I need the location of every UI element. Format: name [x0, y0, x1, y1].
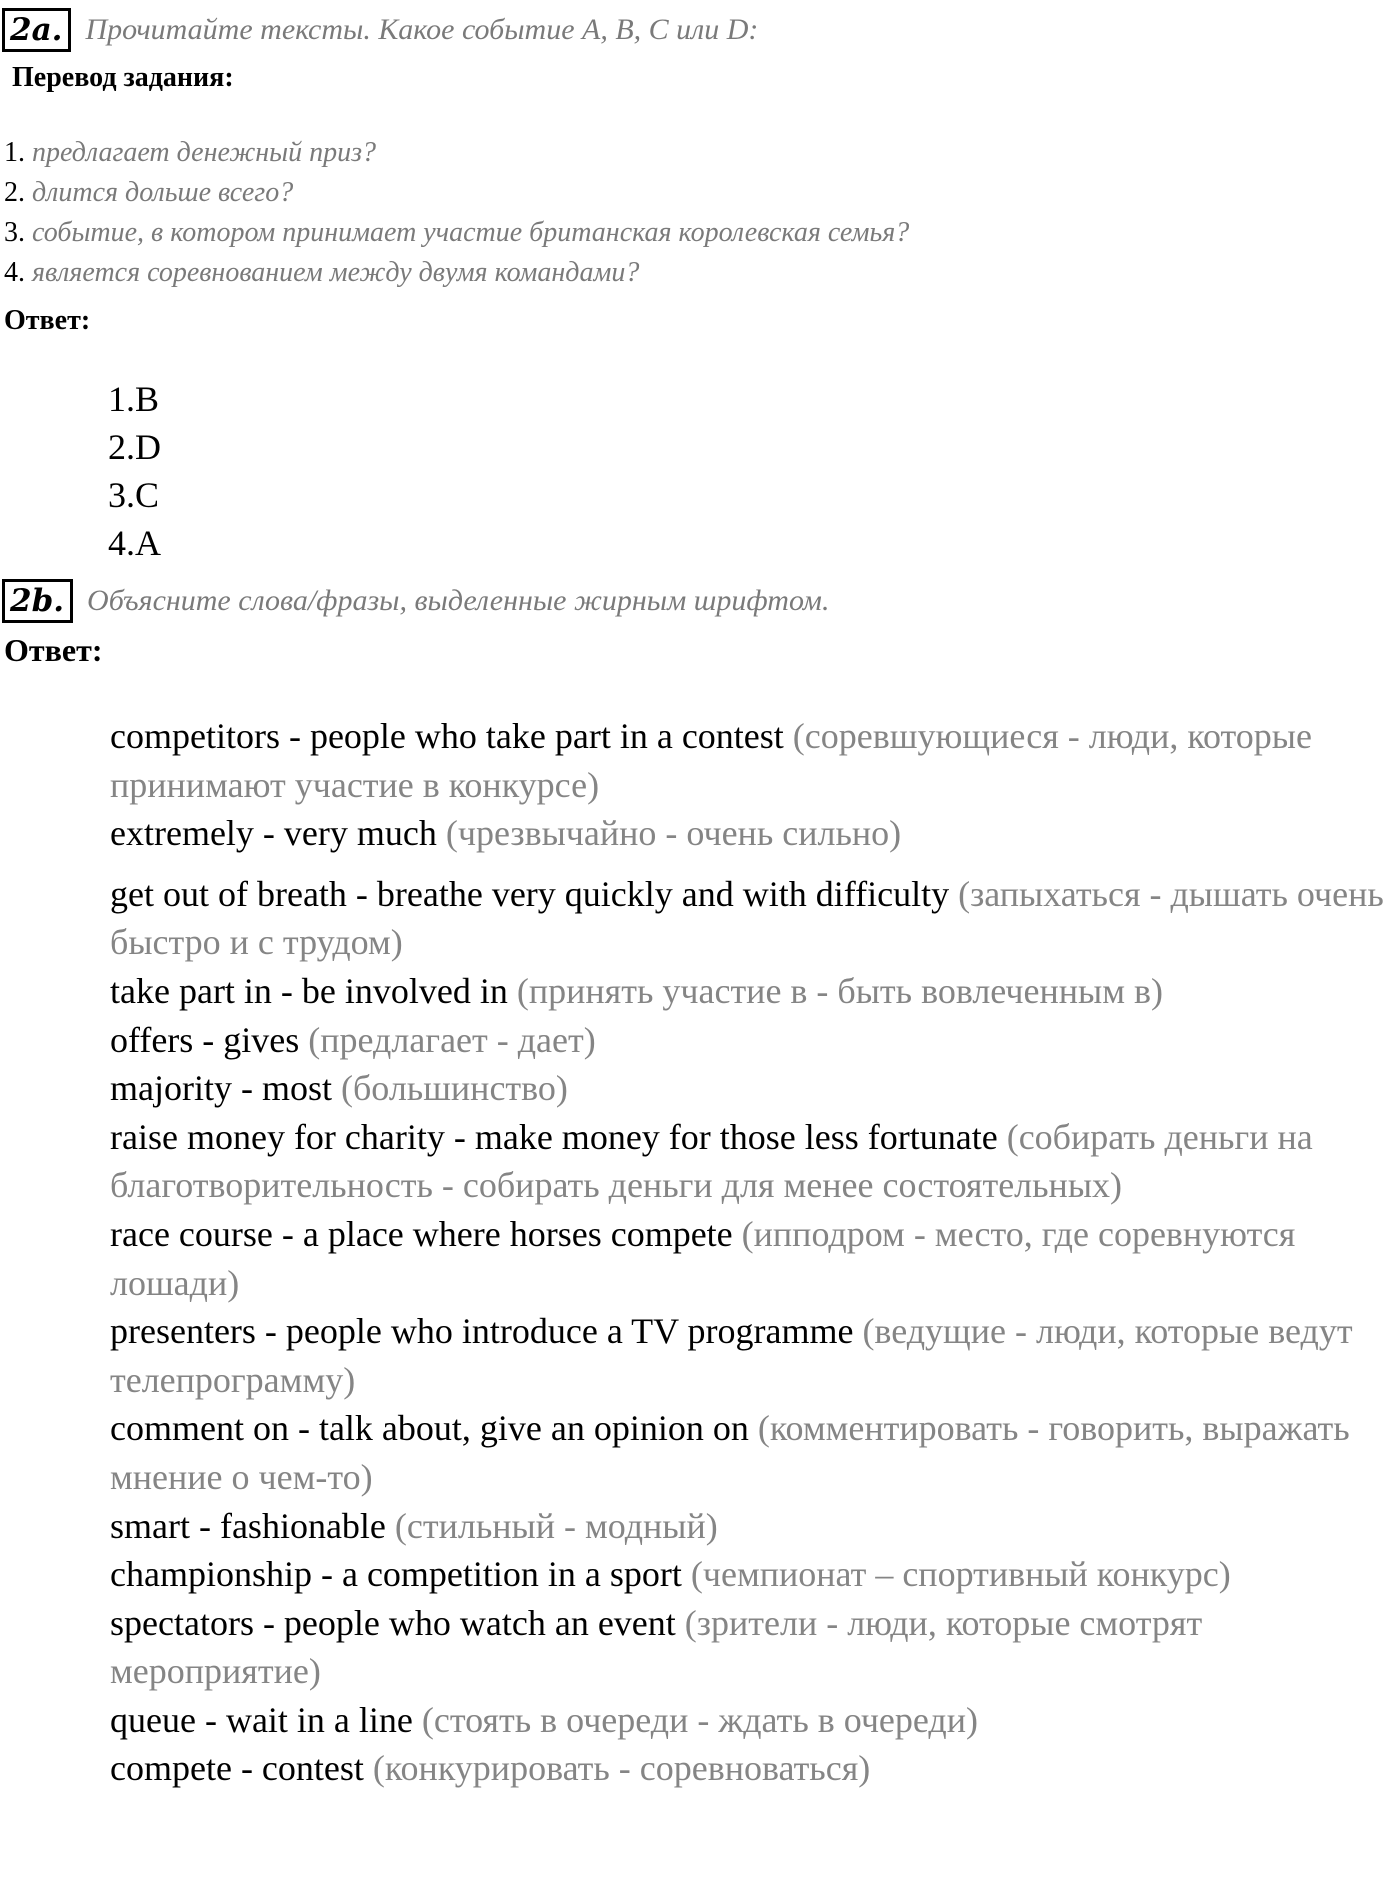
entry-english: race course - a place where horses compete — [110, 1213, 733, 1254]
entry-english: spectators - people who watch an event — [110, 1602, 676, 1643]
entry-russian: (чрезвычайно - очень сильно) — [445, 813, 902, 854]
task-2b-label: 2b. — [2, 579, 73, 623]
answer-list-2a — [108, 375, 161, 567]
entry-english: get out of breath - breathe very quickly and with difficulty — [110, 873, 950, 914]
glossary-entry — [110, 1502, 1400, 1551]
task-2b-header — [2, 579, 829, 623]
entry-english: queue - wait in a line — [110, 1699, 413, 1740]
translation-label: Перевод задания: — [12, 62, 234, 93]
question-number: 2. — [4, 177, 25, 208]
entry-russian: (собирать деньги на благотворительность - собирать деньги для менее состоятельных) — [110, 1116, 1313, 1206]
entry-russian: (ведущие - люди, которые ведут телепрограмму) — [110, 1311, 1353, 1400]
question-1 — [4, 137, 376, 169]
entry-english: championship - a competition in a sport — [110, 1554, 682, 1595]
entry-english: take part in - be involved in — [110, 970, 508, 1011]
task-2b-instruction: Объясните слова/фразы, выделенные жирным шрифтом. — [87, 584, 830, 617]
question-text: длится дольше всего? — [32, 177, 294, 208]
entry-english: presenters - people who introduce a TV programme — [110, 1311, 854, 1352]
glossary-list — [110, 712, 1400, 1793]
question-number: 3. — [4, 217, 25, 248]
entry-russian: (стильный - модный) — [394, 1505, 718, 1546]
answer-item: 2.D — [108, 427, 161, 467]
glossary-entry — [110, 1016, 1400, 1065]
question-text: предлагает денежный приз? — [32, 137, 377, 168]
entry-english: competitors - people who take part in a contest — [110, 716, 784, 756]
entry-english: majority - most — [110, 1068, 332, 1109]
question-number: 4. — [4, 257, 25, 288]
task-2a-header — [2, 8, 758, 52]
question-number: 1. — [4, 137, 25, 168]
question-text: является соревнованием между двумя командами? — [32, 257, 640, 288]
entry-english: comment on - talk about, give an opinion on — [110, 1408, 749, 1449]
entry-russian: (большинство) — [340, 1068, 568, 1109]
glossary-entry — [110, 1599, 1400, 1696]
entry-russian: (ипподром - место, где соревнуются лошади) — [110, 1213, 1296, 1303]
glossary-entry — [110, 1696, 1400, 1745]
glossary-entry — [110, 809, 1400, 858]
task-2a-instruction: Прочитайте тексты. Какое событие А, В, С или D: — [85, 13, 759, 46]
question-4 — [4, 257, 639, 289]
answer-item: 3.C — [108, 475, 160, 515]
answer-label-2b: Ответ: — [4, 632, 103, 668]
glossary-entry — [110, 870, 1400, 967]
glossary-entry — [110, 1064, 1400, 1113]
entry-english: compete - contest — [110, 1748, 364, 1789]
question-text: событие, в котором принимает участие британская королевская семья? — [32, 217, 910, 248]
entry-english: smart - fashionable — [110, 1505, 386, 1546]
question-2 — [4, 177, 293, 209]
entry-english: offers - gives — [110, 1019, 300, 1060]
entry-russian: (предлагает - дает) — [308, 1019, 596, 1060]
entry-russian: (соревшующиеся - люди, которые принимают участие в конкурсе) — [110, 716, 1312, 805]
entry-russian: (зрители - люди, которые смотрят мероприятие) — [110, 1602, 1203, 1692]
glossary-entry — [110, 1404, 1400, 1501]
entry-russian: (конкурировать - соревноваться) — [372, 1748, 871, 1789]
entry-russian: (принять участие в - быть вовлеченным в) — [516, 970, 1163, 1011]
entry-english: raise money for charity - make money for those less fortunate — [110, 1116, 998, 1157]
glossary-entry — [110, 1307, 1400, 1404]
entry-russian: (запыхаться - дышать очень быстро и с трудом) — [110, 873, 1384, 963]
answer-label-2a: Ответ: — [4, 305, 91, 336]
question-3 — [4, 217, 909, 249]
entry-russian: (комментировать - говорить, выражать мнение о чем-то) — [110, 1408, 1350, 1497]
glossary-entry — [110, 1210, 1400, 1307]
task-2a-label: 2a. — [2, 8, 71, 52]
answer-item: 4.A — [108, 523, 161, 563]
glossary-entry — [110, 967, 1400, 1016]
glossary-entry — [110, 712, 1400, 809]
entry-english: extremely - very much — [110, 813, 437, 854]
entry-russian: (стоять в очереди - ждать в очереди) — [421, 1699, 978, 1740]
glossary-entry — [110, 1744, 1400, 1793]
glossary-entry — [110, 1113, 1400, 1210]
glossary-entry — [110, 1550, 1400, 1599]
entry-russian: (чемпионат – спортивный конкурс) — [690, 1554, 1231, 1595]
answer-item: 1.B — [108, 379, 160, 419]
